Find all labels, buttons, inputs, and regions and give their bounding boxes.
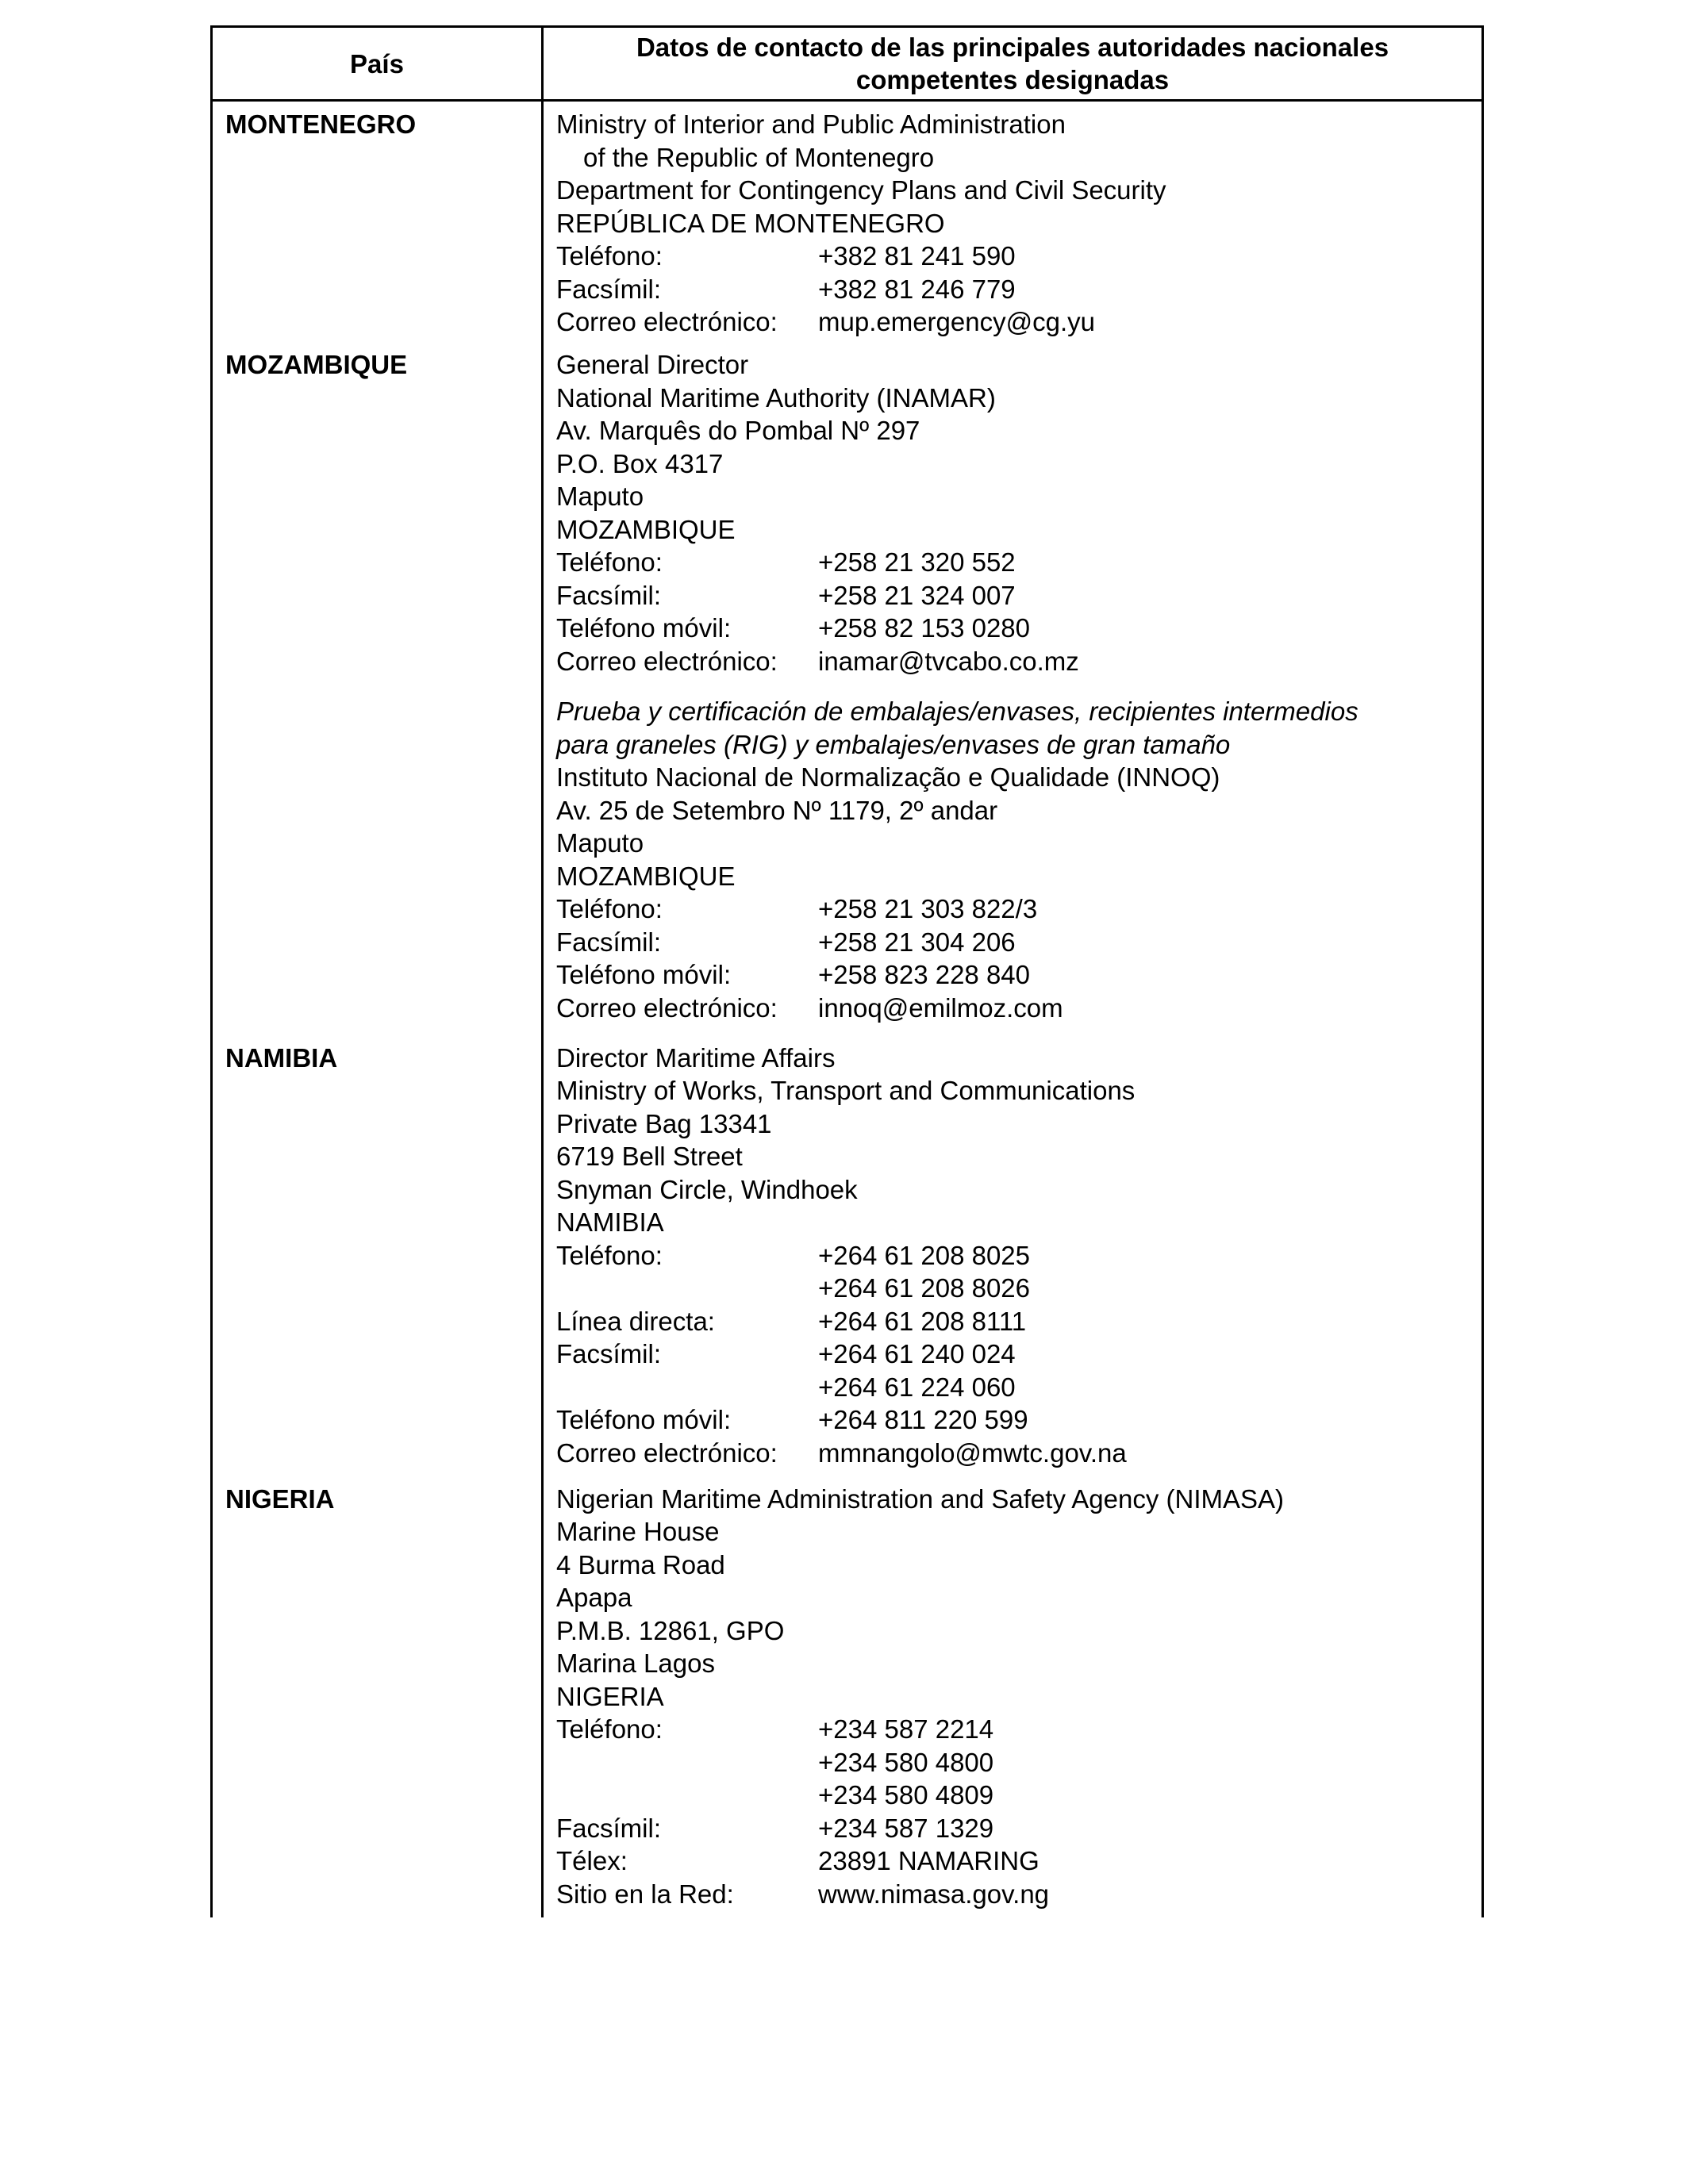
contact-detail — [556, 579, 1481, 612]
contact-value: +264 61 224 060 — [818, 1372, 1016, 1402]
contact-detail — [556, 1779, 1481, 1812]
contact-cell — [543, 101, 1483, 343]
address-line: Department for Contingency Plans and Civil Security — [556, 175, 1166, 205]
address-line: of the Republic of Montenegro — [583, 142, 935, 172]
contact-label: Línea directa: — [556, 1306, 715, 1336]
table-header-row — [212, 27, 1483, 101]
table-row — [212, 101, 1483, 343]
contact-label: Correo electrónico: — [556, 992, 778, 1023]
address-line: P.O. Box 4317 — [556, 448, 724, 478]
authority-block — [556, 695, 1481, 1024]
authority-scope-note: Prueba y certificación de embalajes/envases, recipientes intermedios — [556, 697, 1358, 727]
contact-table — [210, 25, 1484, 1917]
contact-detail — [556, 992, 1481, 1025]
table-row — [212, 342, 1483, 1035]
contact-detail — [556, 1844, 1481, 1878]
contact-label — [556, 1746, 818, 1779]
address-line: Av. 25 de Setembro Nº 1179, 2º andar — [556, 795, 998, 825]
contact-label: Télex: — [556, 1846, 628, 1876]
country-name: MONTENEGRO — [225, 109, 417, 139]
contact-label: Teléfono móvil: — [556, 613, 732, 643]
address-line: Maputo — [556, 828, 644, 858]
table-row — [212, 1035, 1483, 1476]
address-line: Snyman Circle, Windhoek — [556, 1174, 858, 1204]
address-line: MOZAMBIQUE — [556, 514, 736, 544]
contact-label — [556, 1371, 818, 1404]
address-line: Marine House — [556, 1517, 720, 1547]
contact-cell — [543, 1035, 1483, 1476]
contact-label: Correo electrónico: — [556, 307, 778, 336]
country-cell — [212, 342, 543, 1035]
contact-label — [556, 1272, 818, 1305]
address-line: General Director — [556, 350, 749, 380]
contact-value: www.nimasa.gov.ng — [818, 1879, 1050, 1909]
contact-detail — [556, 546, 1481, 579]
address-line: Marina Lagos — [556, 1649, 715, 1679]
address-line: Instituto Nacional de Normalização e Qualidade (INNOQ) — [556, 762, 1220, 793]
address-line: Av. Marquês do Pombal Nº 297 — [556, 416, 920, 446]
contact-detail — [556, 1878, 1481, 1911]
contact-detail — [556, 958, 1481, 992]
contact-label — [556, 1779, 818, 1812]
address-line: NAMIBIA — [556, 1207, 664, 1238]
address-line: Nigerian Maritime Administration and Safety Agency (NIMASA) — [556, 1484, 1285, 1514]
contact-detail — [556, 1812, 1481, 1845]
address-line: REPÚBLICA DE MONTENEGRO — [556, 208, 945, 238]
contact-label: Teléfono: — [556, 1714, 663, 1745]
address-line: P.M.B. 12861, GPO — [556, 1615, 785, 1645]
contact-detail — [556, 612, 1481, 645]
contact-label: Teléfono móvil: — [556, 1405, 732, 1435]
contact-detail — [556, 645, 1481, 678]
authority-block — [556, 348, 1481, 677]
contact-label: Teléfono: — [556, 1240, 663, 1270]
contact-label: Facsímil: — [556, 1813, 661, 1843]
contact-label: Facsímil: — [556, 580, 661, 610]
contact-label: Teléfono: — [556, 241, 663, 271]
address-line: National Maritime Authority (INAMAR) — [556, 382, 996, 413]
address-line: Ministry of Interior and Public Administration — [556, 109, 1066, 139]
contact-detail — [556, 892, 1481, 926]
address-line: 4 Burma Road — [556, 1549, 725, 1579]
contact-detail — [556, 1239, 1481, 1272]
contact-value: +258 21 304 206 — [818, 927, 1016, 957]
contact-detail — [556, 1305, 1481, 1338]
contact-value: +258 21 303 822/3 — [818, 894, 1038, 924]
contact-value: inamar@tvcabo.co.mz — [818, 646, 1079, 676]
address-line: MOZAMBIQUE — [556, 861, 736, 891]
country-cell — [212, 1035, 543, 1476]
country-name: NAMIBIA — [225, 1042, 338, 1073]
contact-value: +264 61 208 8025 — [818, 1240, 1031, 1270]
contact-detail — [556, 1713, 1481, 1746]
contact-value: +234 580 4809 — [818, 1780, 994, 1810]
header-contact: Datos de contacto de las principales autoridades nacionales competentes designadas — [543, 27, 1483, 101]
table-body — [212, 101, 1483, 1918]
contact-value: mmnangolo@mwtc.gov.na — [818, 1437, 1127, 1468]
contact-label: Teléfono: — [556, 894, 663, 924]
contact-detail — [556, 1437, 1481, 1470]
contact-label: Teléfono: — [556, 547, 663, 578]
contact-detail — [556, 1746, 1481, 1779]
contact-value: +258 823 228 840 — [818, 960, 1031, 990]
contact-label: Facsímil: — [556, 1339, 661, 1369]
contact-detail — [556, 926, 1481, 959]
address-line: Private Bag 13341 — [556, 1108, 772, 1138]
address-line: Director Maritime Affairs — [556, 1042, 836, 1073]
contact-value: +264 61 208 8111 — [818, 1306, 1027, 1336]
address-line: Apapa — [556, 1583, 632, 1613]
contact-detail — [556, 1338, 1481, 1371]
contact-cell — [543, 342, 1483, 1035]
contact-value: +382 81 246 779 — [818, 274, 1016, 304]
contact-value: +258 21 320 552 — [818, 547, 1016, 578]
contact-value: +234 587 1329 — [818, 1813, 994, 1843]
contact-detail — [556, 273, 1481, 306]
contact-detail — [556, 240, 1481, 273]
contact-cell — [543, 1476, 1483, 1917]
contact-value: 23891 NAMARING — [818, 1846, 1039, 1876]
contact-label: Teléfono móvil: — [556, 960, 732, 990]
authority-scope-note: para graneles (RIG) y embalajes/envases de gran tamaño — [556, 729, 1231, 759]
country-cell — [212, 101, 543, 343]
address-line: Maputo — [556, 482, 644, 512]
contact-label: Sitio en la Red: — [556, 1879, 734, 1909]
contact-label: Correo electrónico: — [556, 1437, 778, 1468]
contact-value: +264 811 220 599 — [818, 1405, 1028, 1435]
table-row — [212, 1476, 1483, 1917]
authority-block — [556, 108, 1481, 339]
contact-value: +258 82 153 0280 — [818, 613, 1031, 643]
contact-detail — [556, 305, 1481, 339]
address-line: 6719 Bell Street — [556, 1142, 743, 1172]
contact-value: +264 61 208 8026 — [818, 1273, 1031, 1303]
country-cell — [212, 1476, 543, 1917]
contact-value: +234 580 4800 — [818, 1747, 994, 1777]
authority-block — [556, 1483, 1481, 1911]
contact-value: mup.emergency@cg.yu — [818, 307, 1095, 336]
contact-detail — [556, 1403, 1481, 1437]
contact-value: +234 587 2214 — [818, 1714, 994, 1745]
contact-value: +258 21 324 007 — [818, 580, 1016, 610]
contact-detail — [556, 1272, 1481, 1305]
contact-value: innoq@emilmoz.com — [818, 992, 1063, 1023]
address-line: Ministry of Works, Transport and Communications — [556, 1076, 1136, 1106]
contact-value: +382 81 241 590 — [818, 241, 1016, 271]
header-country: País — [212, 27, 543, 101]
contact-label: Correo electrónico: — [556, 646, 778, 676]
contact-value: +264 61 240 024 — [818, 1339, 1016, 1369]
contact-detail — [556, 1371, 1481, 1404]
contact-label: Facsímil: — [556, 927, 661, 957]
country-name: MOZAMBIQUE — [225, 350, 408, 380]
address-line: NIGERIA — [556, 1681, 664, 1711]
country-name: NIGERIA — [225, 1484, 335, 1514]
authority-block — [556, 1042, 1481, 1470]
contact-label: Facsímil: — [556, 274, 661, 304]
